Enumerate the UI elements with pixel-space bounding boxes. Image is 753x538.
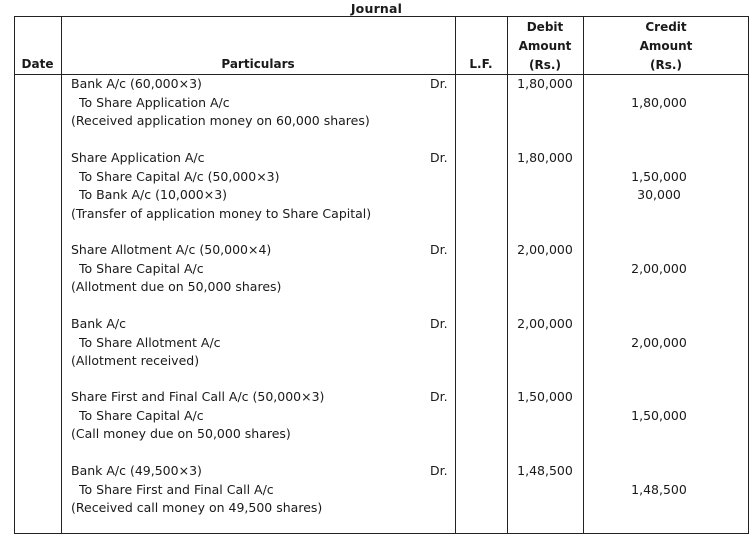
narration: (Allotment due on 50,000 shares) xyxy=(71,279,282,294)
journal-entry xyxy=(71,462,322,518)
debit-account: Bank A/c (60,000×3) xyxy=(71,76,202,91)
debit-amount: 1,48,500 xyxy=(517,463,573,478)
narration: (Received call money on 49,500 shares) xyxy=(71,500,323,515)
header-debit-line: Debit xyxy=(526,20,564,34)
dr-marker: Dr. xyxy=(430,389,448,404)
credit-account: To Share Capital A/c (50,000×3) xyxy=(79,168,280,184)
header-credit xyxy=(583,18,749,75)
debit-amount: 1,80,000 xyxy=(517,76,573,91)
debit-account: Share Allotment A/c (50,000×4) xyxy=(71,242,272,257)
narration: (Allotment received) xyxy=(71,353,200,368)
journal-entry xyxy=(71,241,281,297)
debit-amount: 1,50,000 xyxy=(517,389,573,404)
debit-account: Bank A/c xyxy=(71,316,127,331)
credit-account: To Bank A/c (10,000×3) xyxy=(79,187,228,202)
header-date: Date xyxy=(21,57,54,71)
credit-amount: 2,00,000 xyxy=(631,260,687,276)
journal-entry xyxy=(71,315,221,371)
credit-amount: 1,48,500 xyxy=(631,481,687,497)
debit-amount: 2,00,000 xyxy=(517,242,573,257)
debit-account: Share Application A/c xyxy=(71,150,205,165)
credit-account: To Share Application A/c xyxy=(79,94,230,110)
dr-marker: Dr. xyxy=(430,463,448,478)
credit-account: To Share Capital A/c xyxy=(79,260,204,276)
credit-amount: 30,000 xyxy=(637,187,681,202)
credit-account: To Share First and Final Call A/c xyxy=(79,481,274,497)
header-credit-line: Amount xyxy=(639,39,693,53)
credit-amount: 1,50,000 xyxy=(631,407,687,423)
debit-amount: 1,80,000 xyxy=(517,150,573,165)
credit-account: To Share Allotment A/c xyxy=(79,334,221,350)
column-divider-lf xyxy=(507,16,508,534)
column-divider-date xyxy=(61,16,62,534)
journal-title: Journal xyxy=(350,1,403,16)
narration: (Received application money on 60,000 shares) xyxy=(71,113,370,128)
credit-account: To Share Capital A/c xyxy=(79,407,204,423)
credit-amount: 2,00,000 xyxy=(631,334,687,350)
column-divider-particulars xyxy=(455,16,456,534)
dr-marker: Dr. xyxy=(430,316,448,331)
credit-amount: 1,50,000 xyxy=(631,168,687,184)
dr-marker: Dr. xyxy=(430,150,448,165)
narration: (Transfer of application money to Share Capital) xyxy=(71,205,372,221)
header-debit-line: (Rs.) xyxy=(529,58,561,72)
header-particulars: Particulars xyxy=(221,57,295,71)
header-debit-line: Amount xyxy=(518,39,572,53)
debit-amount: 2,00,000 xyxy=(517,316,573,331)
dr-marker: Dr. xyxy=(430,242,448,257)
debit-account: Bank A/c (49,500×3) xyxy=(71,463,202,478)
dr-marker: Dr. xyxy=(430,76,448,91)
journal-entry xyxy=(71,388,324,444)
header-lf: L.F. xyxy=(469,57,493,71)
debit-account: Share First and Final Call A/c (50,000×3) xyxy=(71,389,325,404)
header-credit-line: Credit xyxy=(645,20,687,34)
journal-entry xyxy=(71,149,371,223)
credit-amount: 1,80,000 xyxy=(631,94,687,110)
header-debit xyxy=(507,18,583,75)
narration: (Call money due on 50,000 shares) xyxy=(71,426,291,441)
journal-entry xyxy=(71,75,370,131)
header-credit-line: (Rs.) xyxy=(650,58,682,72)
